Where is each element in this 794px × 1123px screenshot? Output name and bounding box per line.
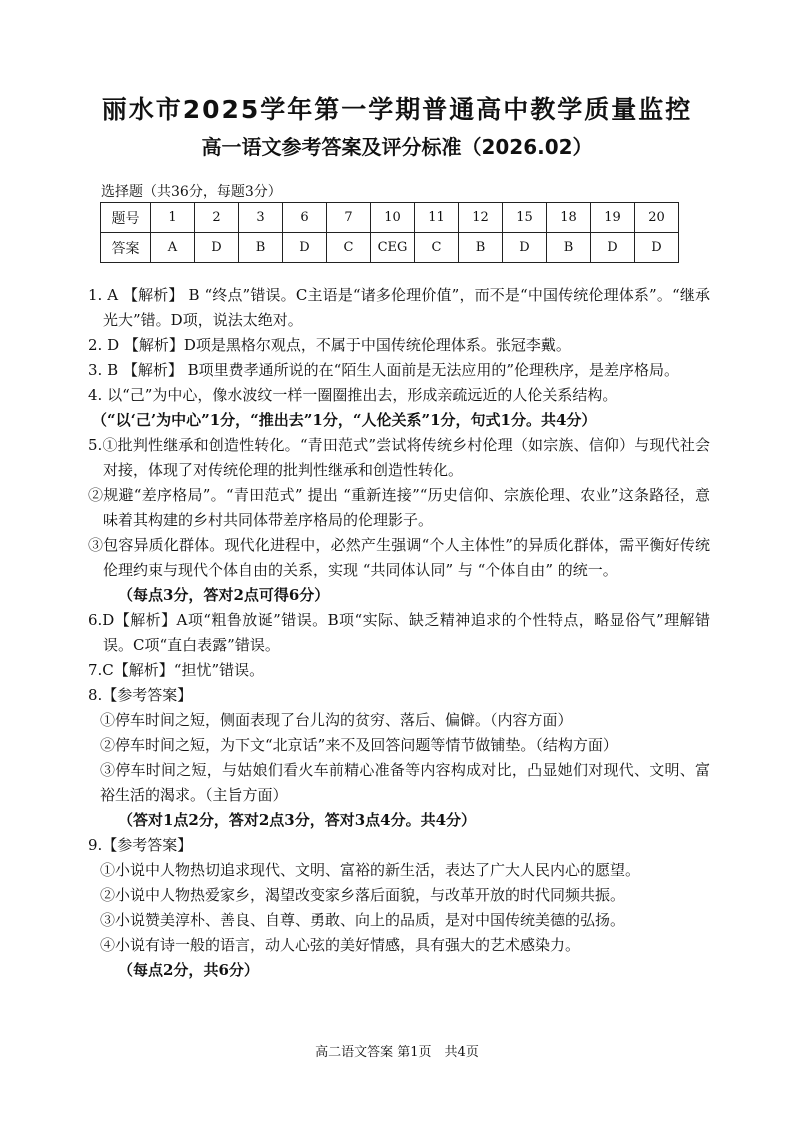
row-label: 题号	[101, 203, 151, 233]
answer-q3: 3. B 【解析】 B项里费孝通所说的在“陌生人面前是无法应用的”伦理秩序，是差序格局。	[88, 361, 680, 379]
answer-q8-point: ①停车时间之短，侧面表现了台儿沟的贫穷、落后、偏僻。（内容方面）	[100, 711, 573, 729]
answer-q5-3: ③包容异质化群体。现代化进程中，必然产生强调“个人主体性”的异质化群体，需平衡好传统伦理约束与现代个体自由的关系，实现 “共同体认同” 与 “个体自由” 的统一。	[88, 536, 710, 579]
answer-cell: C	[327, 233, 371, 263]
answer-q1: 1. A 【解析】 B “终点”错误。C主语是“诸多伦理价值”，而不是“中国传统伦理体系”。“继承光大”错。D项，说法太绝对。	[88, 286, 710, 329]
answer-cell: D	[635, 233, 679, 263]
answer-cell: B	[547, 233, 591, 263]
answer-q9-point: ②小说中人物热爱家乡，渴望改变家乡落后面貌，与改革开放的时代同频共振。	[100, 886, 626, 904]
question-number-cell: 6	[283, 203, 327, 233]
answer-q4: 4. 以“己”为中心，像水波纹一样一圈圈推出去，形成亲疏远近的人伦关系结构。	[88, 386, 618, 404]
answer-cell: D	[283, 233, 327, 263]
page-footer: 高二语文答案 第1页 共4页	[315, 1045, 479, 1060]
answer-cell: D	[195, 233, 239, 263]
answer-cell: C	[415, 233, 459, 263]
answer-q9-point: ④小说有诗一般的语言，动人心弦的美好情感，具有强大的艺术感染力。	[100, 936, 581, 954]
answer-q8-point: ③停车时间之短，与姑娘们看火车前精心准备等内容构成对比，凸显她们对现代、文明、富裕生活的渴求。（主旨方面）	[100, 761, 710, 804]
answer-q8-heading: 8.【参考答案】	[88, 686, 193, 704]
table-row-answers	[101, 233, 679, 263]
question-number-cell: 20	[635, 203, 679, 233]
answer-q7: 7.C【解析】“担忧”错误。	[88, 661, 265, 679]
question-number-cell: 19	[591, 203, 635, 233]
question-number-cell: 7	[327, 203, 371, 233]
question-number-cell: 10	[371, 203, 415, 233]
answer-q6: 6.D【解析】A项“粗鲁放诞”错误。B项“实际、缺乏精神追求的个性特点，略显俗气”理解错误。C项“直白表露”错误。	[88, 611, 710, 654]
score-q4: （“以‘己’为中心”1分，“推出去”1分，“人伦关系”1分，句式1分。共4分）	[92, 411, 597, 429]
answer-cell: D	[503, 233, 547, 263]
question-number-cell: 1	[151, 203, 195, 233]
row-label: 答案	[101, 233, 151, 263]
question-number-cell: 11	[415, 203, 459, 233]
answer-q2: 2. D 【解析】D项是黑格尔观点，不属于中国传统伦理体系。张冠李戴。	[88, 336, 571, 354]
score-q5: （每点3分，答对2点可得6分）	[118, 586, 330, 604]
question-number-cell: 2	[195, 203, 239, 233]
answer-cell: B	[239, 233, 283, 263]
question-number-cell: 12	[459, 203, 503, 233]
answer-cell: CEG	[371, 233, 415, 263]
answer-q5-1: 5.①批判性继承和创造性转化。“青田范式”尝试将传统乡村伦理（如宗族、信仰）与现代社会对接，体现了对传统伦理的批判性继承和创造性转化。	[88, 436, 710, 479]
table-row-numbers	[101, 203, 679, 233]
answer-cell: D	[591, 233, 635, 263]
answer-q8-point: ②停车时间之短，为下文“北京话”来不及回答问题等情节做铺垫。（结构方面）	[100, 736, 618, 754]
exam-title: 丽水市2025学年第一学期普通高中教学质量监控	[101, 95, 693, 124]
answer-q9-heading: 9.【参考答案】	[88, 836, 193, 854]
answer-body	[88, 283, 710, 983]
answer-cell: B	[459, 233, 503, 263]
answer-q5-2: ②规避“差序格局”。“青田范式” 提出 “重新连接”“历史信仰、宗族伦理、农业”这条路径，意味着其构建的乡村共同体带差序格局的伦理影子。	[88, 486, 710, 529]
answer-q9-point: ①小说中人物热切追求现代、文明、富裕的新生活，表达了广大人民内心的愿望。	[100, 861, 641, 879]
answer-table	[100, 202, 679, 263]
answer-cell: A	[151, 233, 195, 263]
exam-subtitle: 高一语文参考答案及评分标准（2026.02）	[201, 135, 593, 159]
score-q9: （每点2分，共6分）	[118, 961, 259, 979]
question-number-cell: 3	[239, 203, 283, 233]
score-q8: （答对1点2分，答对2点3分，答对3点4分。共4分）	[118, 811, 477, 829]
answer-q9-point: ③小说赞美淳朴、善良、自尊、勇敢、向上的品质，是对中国传统美德的弘扬。	[100, 911, 626, 929]
question-number-cell: 18	[547, 203, 591, 233]
choice-caption: 选择题（共36分，每题3分）	[101, 184, 282, 200]
question-number-cell: 15	[503, 203, 547, 233]
